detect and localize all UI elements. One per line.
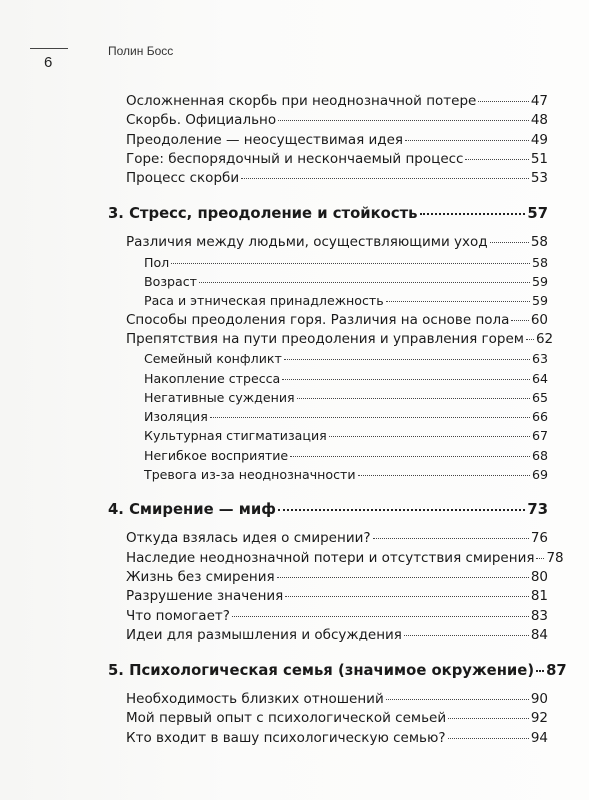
toc-entry-page: 59 (531, 293, 548, 309)
toc-subentry-title: Раса и этническая принадлежность (144, 293, 384, 309)
toc-entry-page: 62 (535, 330, 554, 347)
toc-subentry-title: Семейный конфликт (144, 351, 282, 367)
header-rule (30, 48, 68, 49)
toc-entry-title: Процесс скорби (126, 170, 240, 187)
dot-leader (511, 320, 528, 321)
toc-entry[interactable] (108, 131, 548, 150)
dot-leader (420, 213, 526, 215)
toc-entry-page: 64 (531, 370, 548, 386)
toc-entry-page: 90 (530, 691, 548, 708)
toc-entry-title: Что помогает? (126, 607, 230, 624)
dot-leader (329, 436, 530, 437)
toc-entry-title: Мой первый опыт с психологической семьей (126, 710, 447, 727)
toc-subentry-title: Тревога из-за неоднозначности (144, 467, 356, 483)
dot-leader (526, 339, 534, 340)
dot-leader (386, 699, 529, 700)
toc-subentry[interactable] (108, 291, 548, 310)
dot-leader (373, 538, 529, 539)
toc-entry[interactable] (108, 549, 564, 568)
toc-entry[interactable] (108, 529, 548, 548)
toc-entry-page: 92 (530, 710, 548, 727)
toc-entry[interactable] (108, 690, 548, 709)
toc-entry-title: Необходимость близких отношений (126, 691, 384, 708)
page-number: 6 (44, 54, 53, 71)
toc-chapter-4[interactable] (108, 499, 548, 521)
dot-leader (405, 140, 529, 141)
dot-leader (448, 738, 529, 739)
dot-leader (285, 596, 529, 597)
dot-leader (536, 558, 544, 559)
toc-entry-page: 94 (530, 729, 548, 746)
toc-subentry-title: Возраст (144, 274, 198, 290)
toc-entry-title: Скорбь. Официально (126, 112, 277, 129)
toc-subentry-title: Культурная стигматизация (144, 428, 327, 444)
toc-subentry[interactable] (108, 253, 548, 272)
toc-subentry[interactable] (108, 407, 548, 426)
toc-entry-page: 65 (531, 389, 548, 405)
toc-subentry[interactable] (108, 465, 548, 484)
toc-subentry[interactable] (108, 272, 548, 291)
toc-entry[interactable] (108, 587, 548, 606)
dot-leader (465, 159, 528, 160)
toc-entry-page: 47 (530, 93, 548, 109)
chapter-title: 5. Психологическая семья (значимое окружение) (108, 662, 535, 680)
toc-chapter-5[interactable] (108, 660, 567, 682)
dot-leader (386, 301, 530, 302)
toc-entry-title: Идеи для размышления и обсуждения (126, 626, 402, 643)
dot-leader (171, 263, 530, 264)
dot-leader (536, 670, 544, 672)
toc-entry-page: 60 (530, 311, 548, 328)
toc-entry-title: Преодоление — неосуществимая идея (126, 131, 404, 148)
dot-leader (478, 101, 528, 102)
toc-entry-title: Кто входит в вашу психологическую семью? (126, 729, 446, 746)
chapter-page: 57 (527, 205, 548, 223)
toc-entry-page: 58 (531, 254, 548, 270)
toc-entry[interactable] (108, 233, 548, 252)
toc-entry[interactable] (108, 150, 548, 169)
toc-entry-page: 78 (546, 549, 564, 566)
dot-leader (282, 379, 530, 380)
chapter-page: 73 (527, 501, 548, 519)
toc-entry[interactable] (108, 330, 554, 349)
toc-entry[interactable] (108, 311, 548, 330)
toc-subentry[interactable] (108, 426, 548, 445)
toc-entry-page: 81 (530, 588, 548, 605)
toc-subentry-title: Накопление стресса (144, 370, 281, 386)
toc-entry[interactable] (108, 626, 548, 645)
toc-entry[interactable] (108, 729, 548, 748)
toc-entry-page: 66 (531, 409, 548, 425)
toc-chapter-3[interactable] (108, 203, 548, 225)
toc-entry[interactable] (108, 111, 548, 130)
toc-entry-title: Откуда взялась идея о смирении? (126, 530, 371, 547)
toc-entry-title: Способы преодоления горя. Различия на основе пола (126, 311, 510, 328)
toc-subentry[interactable] (108, 349, 548, 368)
toc-entry-title: Осложненная скорбь при неоднозначной потере (126, 93, 477, 109)
toc-entry[interactable] (108, 169, 548, 188)
toc-subentry-title: Пол (144, 254, 170, 270)
toc-entry-page: 83 (530, 607, 548, 624)
running-header (30, 38, 230, 78)
dot-leader (232, 616, 529, 617)
dot-leader (448, 718, 529, 719)
toc-entry-page: 58 (530, 234, 548, 251)
chapter-page: 87 (546, 662, 567, 680)
toc-subentry[interactable] (108, 388, 548, 407)
dot-leader (284, 359, 530, 360)
toc-entry[interactable] (108, 92, 548, 111)
toc-entry-page: 69 (531, 467, 548, 483)
toc-subentry[interactable] (108, 446, 548, 465)
toc-entry-page: 59 (531, 274, 548, 290)
toc-subentry-title: Негибкое восприятие (144, 447, 289, 463)
toc-entry-page: 53 (530, 170, 548, 187)
toc-entry[interactable] (108, 709, 548, 728)
toc-entry-title: Наследие неоднозначной потери и отсутствия смирения (126, 549, 535, 566)
dot-leader (199, 282, 530, 283)
dot-leader (278, 120, 529, 121)
toc-entry-title: Горе: беспорядочный и нескончаемый процесс (126, 150, 464, 167)
toc-subentry-title: Изоляция (144, 409, 208, 425)
toc-entry-title: Жизнь без смирения (126, 568, 275, 585)
dot-leader (210, 417, 530, 418)
toc-subentry-title: Негативные суждения (144, 389, 295, 405)
toc-entry-title: Препятствия на пути преодоления и управления горем (126, 330, 524, 347)
dot-leader (297, 398, 530, 399)
toc-entry-page: 80 (530, 568, 548, 585)
toc-entry-title: Разрушение значения (126, 588, 284, 605)
toc-entry-page: 84 (530, 626, 548, 643)
dot-leader (490, 242, 529, 243)
running-author: Полин Босс (108, 44, 174, 58)
dot-leader (241, 178, 529, 179)
toc-subentry[interactable] (108, 369, 548, 388)
toc-entry-page: 48 (530, 112, 548, 129)
dot-leader (278, 509, 526, 511)
toc-entry[interactable] (108, 568, 548, 587)
toc-entry-page: 49 (530, 131, 548, 148)
dot-leader (404, 635, 529, 636)
toc-entry-page: 51 (530, 150, 548, 167)
chapter-title: 3. Стресс, преодоление и стойкость (108, 205, 418, 223)
toc-entry-page: 67 (531, 428, 548, 444)
dot-leader (290, 456, 530, 457)
chapter-title: 4. Смирение — миф (108, 501, 276, 519)
toc-entry[interactable] (108, 607, 548, 626)
toc-entry-page: 63 (531, 351, 548, 367)
toc-entry-page: 68 (531, 447, 548, 463)
dot-leader (358, 475, 530, 476)
toc-entry-title: Различия между людьми, осуществляющими уход (126, 234, 488, 251)
dot-leader (277, 577, 529, 578)
toc-entry-page: 76 (530, 530, 548, 547)
table-of-contents (108, 92, 567, 748)
